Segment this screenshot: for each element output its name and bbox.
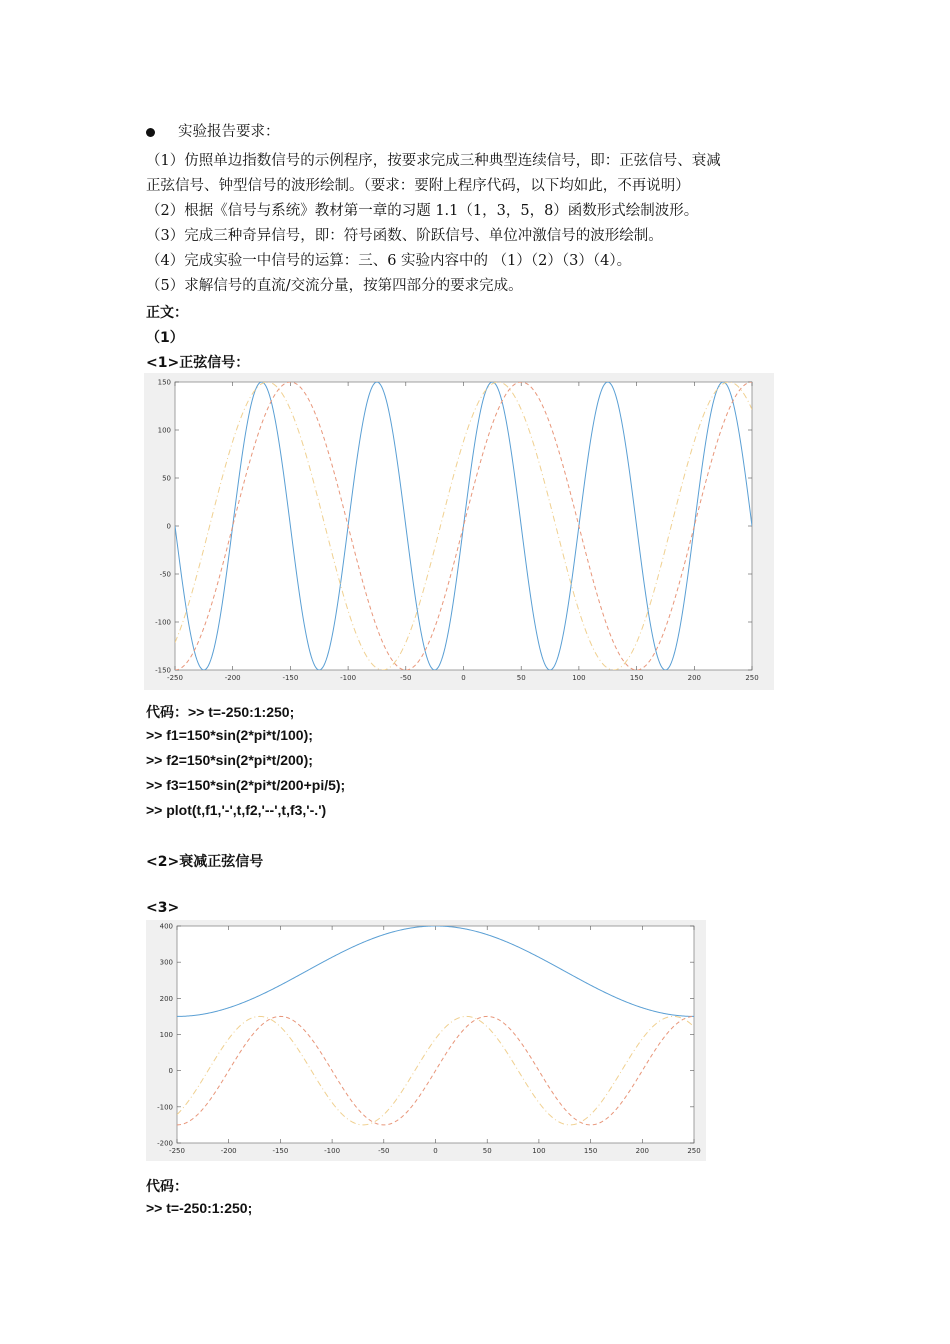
plot-area bbox=[177, 926, 694, 1143]
requirement-line: （4）完成实验一中信号的运算：三、6 实验内容中的 （1）（2）（3）（4）。 bbox=[146, 253, 632, 269]
y-tick-label: 300 bbox=[159, 958, 173, 967]
x-tick-label: 100 bbox=[572, 674, 586, 682]
requirement-line: （3）完成三种奇异信号，即：符号函数、阶跃信号、单位冲激信号的波形绘制。 bbox=[146, 228, 663, 244]
section-title-3: <3> bbox=[146, 900, 180, 916]
part-label: （1） bbox=[146, 330, 184, 346]
y-tick-label: 100 bbox=[159, 1031, 173, 1039]
code-line: >> f1=150*sin(2*pi*t/100); bbox=[146, 727, 313, 743]
requirement-line: （5）求解信号的直流/交流分量，按第四部分的要求完成。 bbox=[146, 278, 523, 294]
body-label: 正文： bbox=[146, 305, 188, 321]
code-line: >> t=-250:1:250; bbox=[146, 1200, 253, 1216]
x-tick-label: 250 bbox=[687, 1147, 701, 1155]
y-tick-label: 400 bbox=[159, 922, 173, 931]
x-tick-label: 150 bbox=[583, 1147, 598, 1155]
requirement-line: （2）根据《信号与系统》教材第一章的习题 1.1（1，3，5，8）函数形式绘制波形。 bbox=[146, 203, 699, 219]
sine-signal-chart bbox=[144, 373, 774, 690]
x-tick-label: -250 bbox=[169, 1147, 185, 1155]
x-tick-label: 250 bbox=[745, 674, 759, 682]
code-label: 代码：>> t=-250:1:250; bbox=[146, 704, 295, 720]
section-title-damped: <2>衰减正弦信号 bbox=[146, 854, 264, 870]
x-tick-label: -50 bbox=[378, 1147, 390, 1155]
x-tick-label: 50 bbox=[516, 674, 526, 682]
x-tick-label: -100 bbox=[324, 1147, 341, 1155]
x-tick-label: 0 bbox=[433, 1147, 438, 1155]
x-tick-label: -150 bbox=[282, 674, 299, 682]
x-tick-label: -250 bbox=[167, 674, 183, 682]
x-tick-label: -200 bbox=[224, 674, 241, 682]
x-tick-label: 200 bbox=[687, 674, 701, 682]
x-tick-label: 0 bbox=[461, 674, 466, 682]
y-tick-label: 50 bbox=[162, 474, 171, 483]
requirements-heading: 实验报告要求： bbox=[178, 124, 280, 140]
y-tick-label: -100 bbox=[157, 1103, 173, 1112]
code-line: >> f3=150*sin(2*pi*t/200+pi/5); bbox=[146, 777, 346, 793]
y-tick-label: 0 bbox=[168, 1067, 173, 1076]
bell-signal-chart bbox=[146, 920, 706, 1161]
code-line: >> plot(t,f1,'-',t,f2,'--',t,f3,'-.') bbox=[146, 802, 327, 818]
bell-signal-figure bbox=[146, 920, 706, 1161]
code-label: 代码： bbox=[146, 1178, 188, 1194]
section-title-sine: <1>正弦信号： bbox=[146, 355, 250, 371]
y-tick-label: 200 bbox=[159, 994, 173, 1003]
x-tick-label: -150 bbox=[272, 1147, 289, 1155]
bullet-icon bbox=[146, 128, 155, 137]
x-tick-label: -100 bbox=[340, 674, 357, 682]
x-tick-label: -50 bbox=[400, 674, 412, 682]
x-tick-label: 100 bbox=[532, 1147, 546, 1155]
x-tick-label: -200 bbox=[220, 1147, 237, 1155]
y-tick-label: 150 bbox=[157, 378, 171, 387]
sine-signal-figure bbox=[144, 373, 774, 690]
y-tick-label: -150 bbox=[155, 666, 171, 675]
requirement-line: （1）仿照单边指数信号的示例程序，按要求完成三种典型连续信号，即：正弦信号、衰减 bbox=[146, 153, 721, 169]
y-tick-label: 0 bbox=[166, 522, 171, 531]
y-tick-label: -200 bbox=[157, 1139, 173, 1148]
code-line: >> f2=150*sin(2*pi*t/200); bbox=[146, 752, 313, 768]
y-tick-label: 100 bbox=[157, 426, 171, 435]
y-tick-label: -50 bbox=[159, 570, 171, 579]
x-tick-label: 200 bbox=[635, 1147, 649, 1155]
y-tick-label: -100 bbox=[155, 618, 171, 627]
requirement-line: 正弦信号、钟型信号的波形绘制。（要求：要附上程序代码，以下均如此，不再说明） bbox=[146, 178, 690, 194]
x-tick-label: 50 bbox=[482, 1147, 492, 1155]
x-tick-label: 150 bbox=[629, 674, 644, 682]
